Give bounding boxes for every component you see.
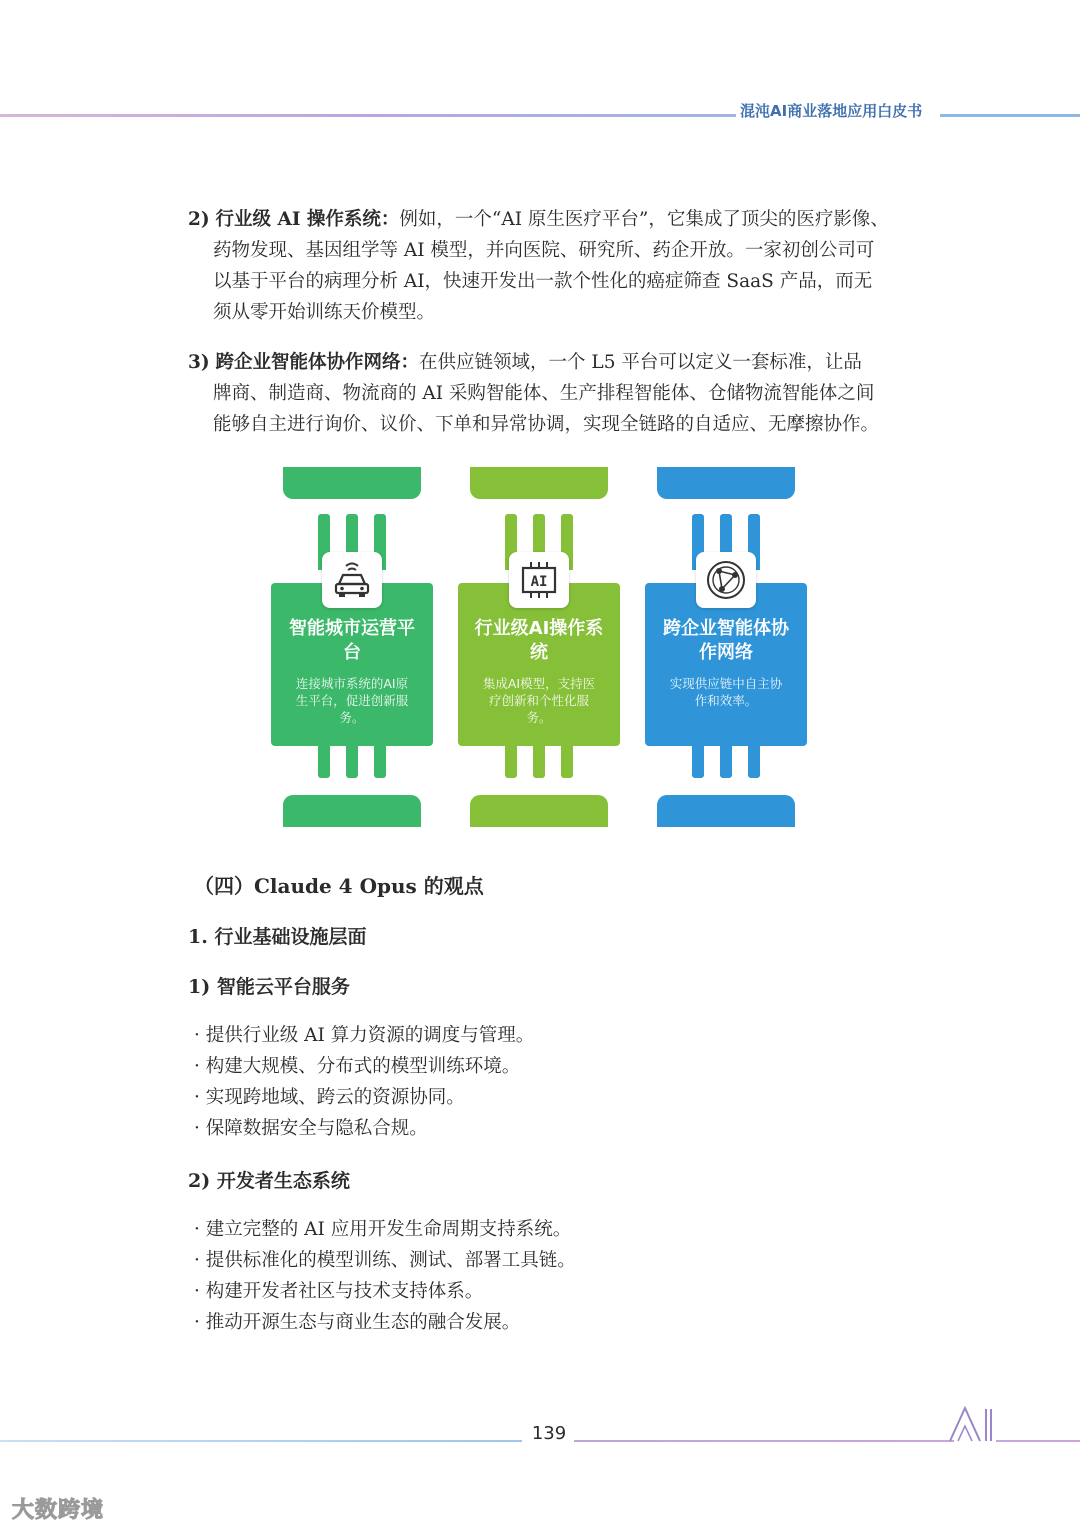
bullet-list-developer bbox=[194, 1214, 576, 1338]
subsection-title: 1) 智能云平台服务 bbox=[188, 976, 350, 998]
text-line: 在供应链领域，一个 L5 平台可以定义一套标准，让品 bbox=[419, 352, 862, 373]
card-desc: 作和效率。 bbox=[694, 693, 758, 708]
card-title: 统 bbox=[530, 642, 548, 663]
paragraph-industry-os bbox=[188, 204, 948, 328]
card-title: 台 bbox=[343, 642, 361, 663]
list-item: · 构建开发者社区与技术支持体系。 bbox=[194, 1276, 576, 1307]
column-cap-bottom bbox=[657, 795, 795, 827]
header-rule-left bbox=[0, 114, 736, 117]
card-desc: 务。 bbox=[526, 710, 552, 725]
svg-text:AI: AI bbox=[530, 574, 548, 590]
paragraph-agent-network bbox=[188, 347, 948, 440]
item-lead: 行业级 AI 操作系统： bbox=[215, 209, 400, 230]
item-lead: 跨企业智能体协作网络： bbox=[215, 352, 420, 373]
pillar bbox=[318, 746, 330, 778]
footer-rule-right bbox=[574, 1440, 954, 1442]
column-cap-bottom bbox=[283, 795, 421, 827]
list-item: · 提供标准化的模型训练、测试、部署工具链。 bbox=[194, 1245, 576, 1276]
ai-logo-icon bbox=[948, 1405, 998, 1447]
list-item: · 构建大规模、分布式的模型训练环境。 bbox=[194, 1051, 534, 1082]
list-item: · 提供行业级 AI 算力资源的调度与管理。 bbox=[194, 1020, 534, 1051]
card-desc: 疗创新和个性化服 bbox=[488, 693, 589, 708]
card-desc: 连接城市系统的AI原 bbox=[295, 676, 409, 691]
card-title: 作网络 bbox=[699, 642, 753, 663]
text-line: 牌商、制造商、物流商的 AI 采购智能体、生产排程智能体、仓储物流智能体之间 bbox=[213, 383, 875, 404]
column-cap-top bbox=[657, 467, 795, 499]
pillar bbox=[533, 746, 545, 778]
pillar bbox=[692, 746, 704, 778]
card-desc: 实现供应链中自主协 bbox=[669, 676, 783, 691]
list-item: · 建立完整的 AI 应用开发生命周期支持系统。 bbox=[194, 1214, 576, 1245]
car-icon bbox=[322, 552, 382, 608]
subsection-title: 2) 开发者生态系统 bbox=[188, 1170, 350, 1192]
list-item: · 保障数据安全与隐私合规。 bbox=[194, 1113, 534, 1144]
header-rule-right bbox=[940, 114, 1080, 117]
text-line: 能够自主进行询价、议价、下单和异常协调，实现全链路的自适应、无摩擦协作。 bbox=[213, 414, 880, 435]
text-line: 以基于平台的病理分析 AI，快速开发出一款个性化的癌症筛查 SaaS 产品，而无 bbox=[213, 271, 873, 292]
pillar bbox=[346, 746, 358, 778]
card-title: 行业级AI操作系 bbox=[474, 618, 604, 639]
item-number: 3) bbox=[188, 352, 210, 373]
column-cap-top bbox=[470, 467, 608, 499]
ai-chip-icon bbox=[509, 552, 569, 608]
section-title: （四）Claude 4 Opus 的观点 bbox=[194, 874, 484, 898]
card-desc: 生平台，促进创新服 bbox=[295, 693, 409, 708]
footer-rule-left bbox=[0, 1440, 522, 1442]
pillar bbox=[374, 746, 386, 778]
card-title: 跨企业智能体协 bbox=[663, 618, 789, 639]
card-desc: 务。 bbox=[339, 710, 365, 725]
column-cap-bottom bbox=[470, 795, 608, 827]
pillar bbox=[720, 746, 732, 778]
text-line: 须从零开始训练天价模型。 bbox=[213, 302, 436, 323]
watermark: 大数跨境 bbox=[12, 1498, 105, 1523]
footer-rule-far-right bbox=[996, 1440, 1080, 1442]
pillar bbox=[505, 746, 517, 778]
column-cap-top bbox=[283, 467, 421, 499]
text-line: 例如，一个“AI 原生医疗平台”，它集成了顶尖的医疗影像、 bbox=[399, 209, 889, 230]
header-title: 混沌AI商业落地应用白皮书 bbox=[740, 102, 923, 120]
bullet-list-cloud bbox=[194, 1020, 534, 1144]
card-title: 智能城市运营平 bbox=[289, 618, 415, 639]
page-number: 139 bbox=[531, 1423, 567, 1444]
item-number: 2) bbox=[188, 209, 210, 230]
network-globe-icon bbox=[696, 552, 756, 608]
list-item: · 推动开源生态与商业生态的融合发展。 bbox=[194, 1307, 576, 1338]
list-item: · 实现跨地域、跨云的资源协同。 bbox=[194, 1082, 534, 1113]
pillar bbox=[561, 746, 573, 778]
pillar bbox=[748, 746, 760, 778]
subsection-title: 1. 行业基础设施层面 bbox=[188, 926, 367, 948]
text-line: 药物发现、基因组学等 AI 模型，并向医院、研究所、药企开放。一家初创公司可 bbox=[213, 240, 875, 261]
card-desc: 集成AI模型，支持医 bbox=[482, 676, 596, 691]
